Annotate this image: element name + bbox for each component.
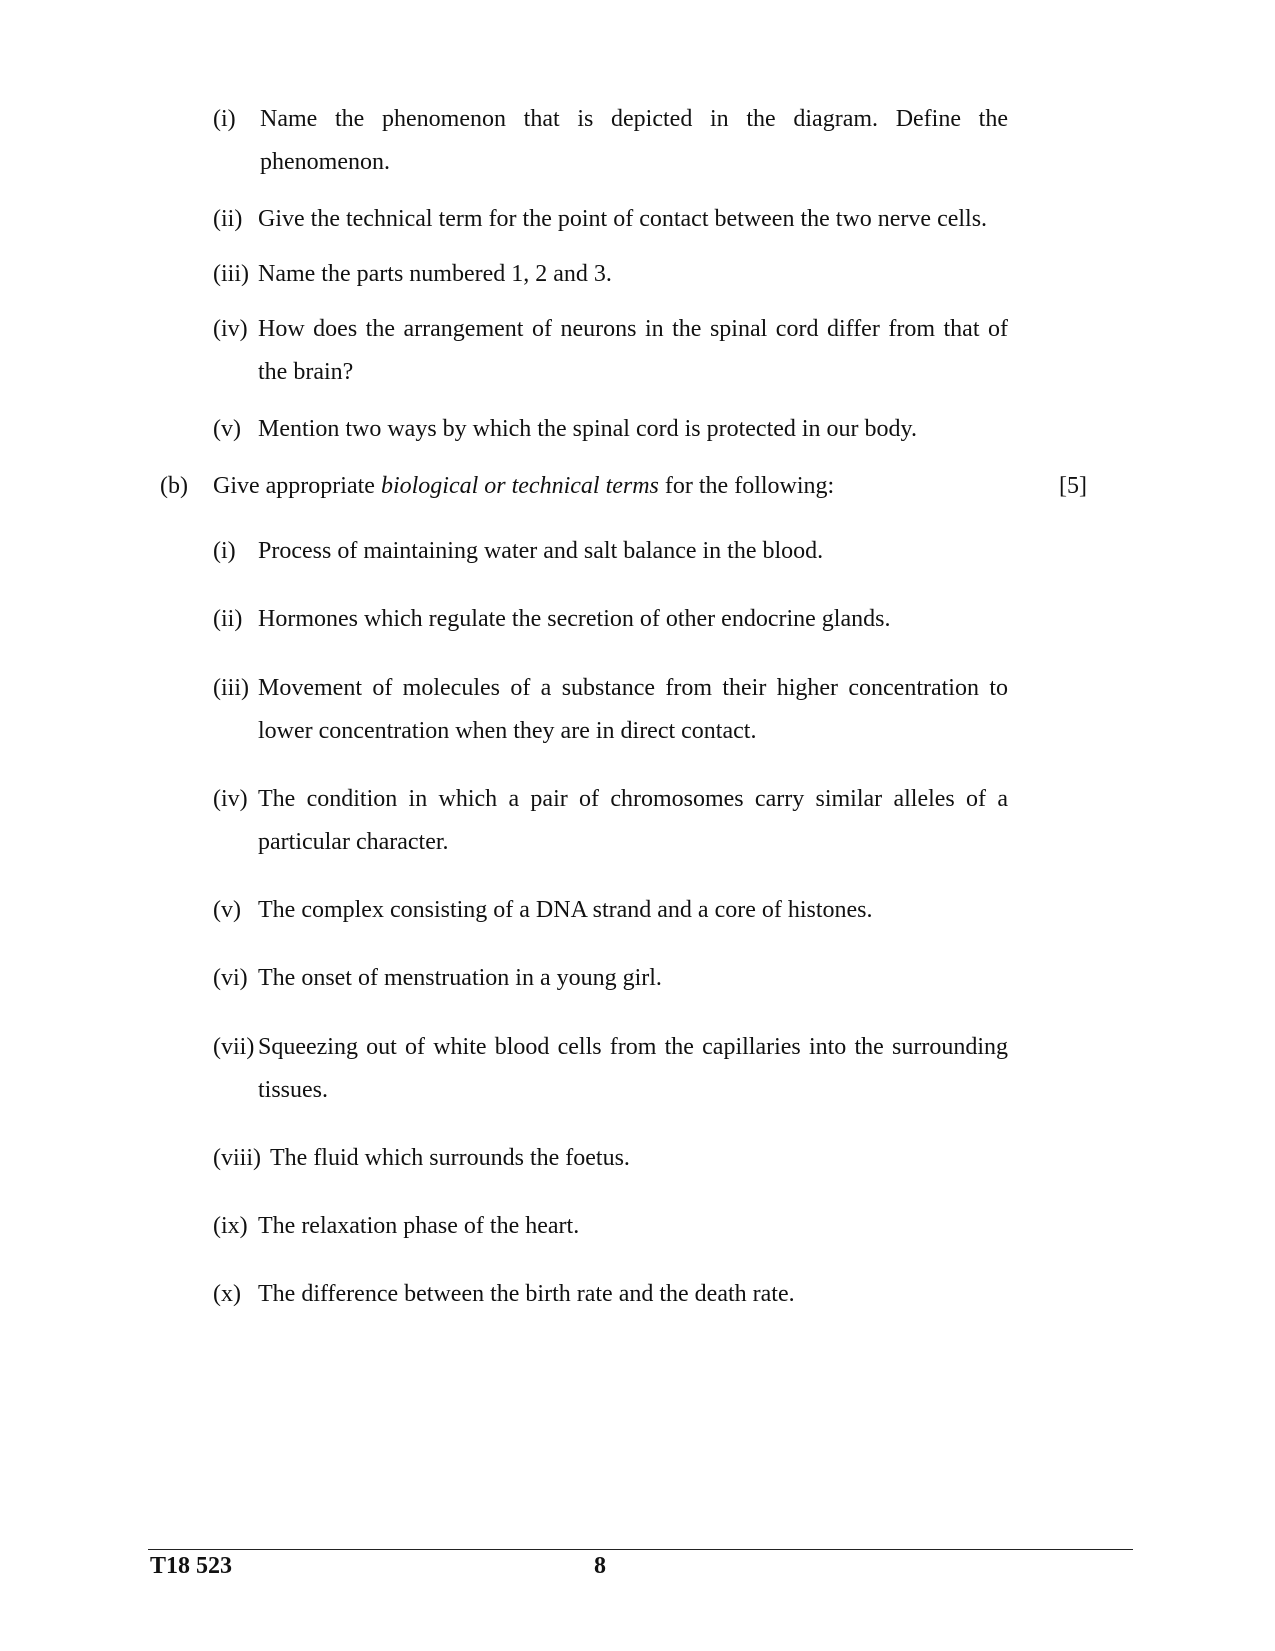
item-text: How does the arrangement of neurons in the spinal cord differ from that of the brain?	[258, 316, 1008, 385]
question-b-viii	[213, 1137, 1008, 1180]
question-a-iii	[213, 253, 1008, 296]
question-b-iii	[213, 667, 1008, 753]
item-text: Name the phenomenon that is depicted in the diagram. Define the phenomenon.	[260, 106, 1008, 175]
part-b-instruction	[213, 468, 834, 504]
instruction-text-end: for the following:	[658, 473, 835, 499]
footer-divider	[148, 1549, 1133, 1550]
item-number: (vii)	[213, 1034, 255, 1060]
question-a-ii	[213, 198, 1008, 241]
marks-badge: [5]	[1059, 473, 1087, 499]
page-number: 8	[594, 1553, 606, 1579]
instruction-text: Give appropriate	[213, 473, 381, 499]
item-number: (viii)	[213, 1145, 261, 1171]
item-text: The relaxation phase of the heart.	[258, 1213, 580, 1239]
item-number: (x)	[213, 1281, 241, 1307]
item-number: (iii)	[213, 675, 249, 701]
item-text: The onset of menstruation in a young girl.	[258, 965, 662, 991]
item-number: (ii)	[213, 606, 243, 632]
question-b-i	[213, 530, 1008, 573]
question-b-x	[213, 1273, 1008, 1316]
item-number: (i)	[213, 106, 236, 132]
item-number: (vi)	[213, 965, 248, 991]
item-text: Give the technical term for the point of contact between the two nerve cells.	[258, 206, 988, 232]
question-b-ii	[213, 598, 1008, 641]
question-b-vi	[213, 957, 1008, 1000]
item-text: Hormones which regulate the secretion of other endocrine glands.	[258, 606, 891, 632]
question-b-vii	[213, 1026, 1008, 1112]
question-b-ix	[213, 1205, 1008, 1248]
item-number: (v)	[213, 416, 241, 442]
item-number: (iv)	[213, 786, 248, 812]
question-a-iv	[213, 308, 1008, 394]
item-number: (iii)	[213, 261, 249, 287]
part-b-label: (b)	[160, 473, 188, 499]
question-b-iv	[213, 778, 1008, 864]
item-text: The complex consisting of a DNA strand and a core of histones.	[258, 897, 873, 923]
question-a-v	[213, 408, 1008, 451]
item-text: The difference between the birth rate and the death rate.	[258, 1281, 795, 1307]
question-b-v	[213, 889, 1008, 932]
item-number: (v)	[213, 897, 241, 923]
item-text: Movement of molecules of a substance from their higher concentration to lower concentration when they are in direct contact.	[258, 675, 1008, 744]
paper-code: T18 523	[150, 1553, 233, 1579]
question-a-i	[213, 98, 1008, 184]
item-text: Name the parts numbered 1, 2 and 3.	[258, 261, 612, 287]
instruction-emphasis: biological or technical terms	[380, 473, 659, 499]
item-number: (iv)	[213, 316, 248, 342]
item-text: Squeezing out of white blood cells from the capillaries into the surrounding tissues.	[258, 1034, 1008, 1103]
item-text: The fluid which surrounds the foetus.	[270, 1145, 630, 1171]
item-number: (i)	[213, 538, 236, 564]
item-number: (ix)	[213, 1213, 248, 1239]
item-number: (ii)	[213, 206, 243, 232]
item-text: Process of maintaining water and salt balance in the blood.	[258, 538, 824, 564]
item-text: Mention two ways by which the spinal cord is protected in our body.	[258, 416, 917, 442]
item-text: The condition in which a pair of chromosomes carry similar alleles of a particular character.	[258, 786, 1008, 855]
